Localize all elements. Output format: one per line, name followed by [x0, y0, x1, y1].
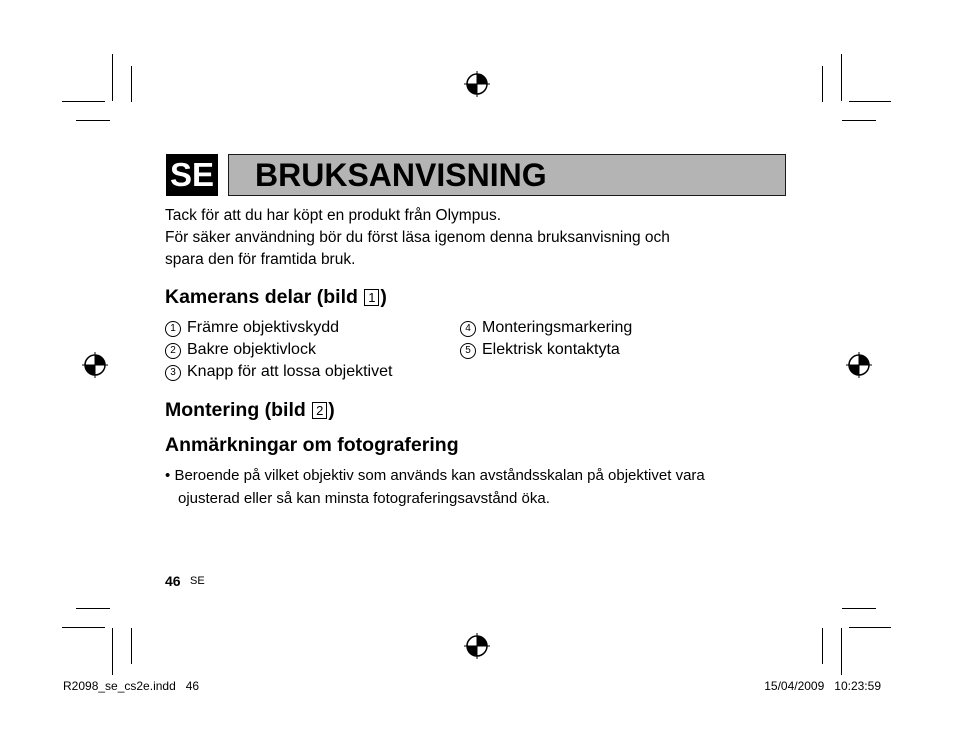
- crop-mark: [849, 627, 891, 628]
- bullet-line: ojusterad eller så kan minsta fotograferingsavstånd öka.: [178, 490, 550, 507]
- intro-line: För säker användning bör du först läsa igenom denna bruksanvisning och: [165, 229, 670, 246]
- item-number: 5: [460, 343, 476, 359]
- mount-heading: Montering (bild 2 ): [165, 399, 335, 421]
- page-language: SE: [190, 575, 205, 587]
- crop-mark: [841, 628, 842, 675]
- bullet-symbol: •: [165, 467, 171, 484]
- crop-mark: [62, 627, 105, 628]
- list-item: 3 Knapp för att lossa objektivet: [165, 361, 392, 383]
- item-number: 2: [165, 343, 181, 359]
- crop-mark: [131, 628, 132, 664]
- crop-mark: [841, 54, 842, 101]
- item-number: 4: [460, 321, 476, 337]
- intro-line: Tack för att du har köpt en produkt från Olympus.: [165, 207, 501, 224]
- intro-line: spara den för framtida bruk.: [165, 251, 356, 268]
- crop-mark: [76, 120, 110, 121]
- language-badge: SE: [166, 154, 218, 196]
- crop-mark: [131, 66, 132, 102]
- crop-mark: [842, 608, 876, 609]
- crop-mark: [842, 120, 876, 121]
- page-title: BRUKSANVISNING: [255, 157, 547, 193]
- crop-mark: [112, 628, 113, 675]
- list-item: 5 Elektrisk kontaktyta: [460, 339, 620, 361]
- notes-heading: Anmärkningar om fotografering: [165, 434, 459, 456]
- figure-ref-box: 2: [312, 402, 327, 419]
- item-number: 3: [165, 365, 181, 381]
- registration-mark-icon: [82, 352, 108, 378]
- title-bar: [228, 154, 786, 196]
- list-item: 2 Bakre objektivlock: [165, 339, 316, 361]
- bullet-note: [165, 464, 785, 510]
- crop-mark: [76, 608, 110, 609]
- registration-mark-icon: [846, 352, 872, 378]
- list-item: 1 Främre objektivskydd: [165, 317, 339, 339]
- print-file-slug: R2098_se_cs2e.indd 46: [63, 679, 200, 693]
- registration-mark-icon: [464, 633, 490, 659]
- crop-mark: [112, 54, 113, 101]
- page-number: 46: [165, 573, 181, 589]
- crop-mark: [822, 66, 823, 102]
- crop-mark: [849, 101, 891, 102]
- parts-heading: Kamerans delar (bild 1 ): [165, 286, 387, 308]
- crop-mark: [62, 101, 105, 102]
- bullet-line: • Beroende på vilket objektiv som används kan avståndsskalan på objektivet vara: [165, 467, 705, 484]
- item-number: 1: [165, 321, 181, 337]
- list-item: 4 Monteringsmarkering: [460, 317, 632, 339]
- print-timestamp: 15/04/2009 10:23:59: [764, 679, 881, 693]
- crop-mark: [822, 628, 823, 664]
- registration-mark-icon: [464, 71, 490, 97]
- intro-paragraph: [165, 205, 670, 271]
- figure-ref-box: 1: [364, 289, 379, 306]
